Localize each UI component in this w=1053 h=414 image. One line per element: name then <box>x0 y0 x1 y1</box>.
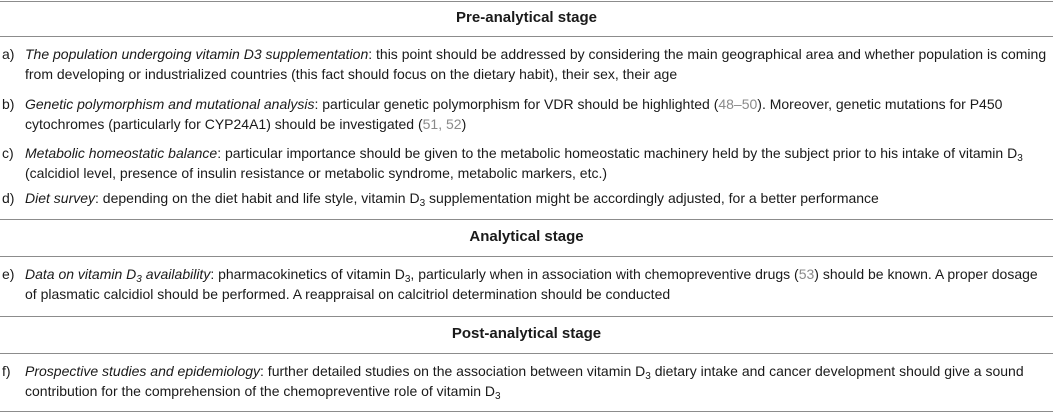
item-title-run: availability <box>141 266 211 282</box>
item-title-run: Data on vitamin D <box>25 266 137 282</box>
list-item <box>0 188 1053 208</box>
item-title-run: The population undergoing vitamin D3 supplementation <box>25 46 369 62</box>
reference-link[interactable]: 53 <box>798 266 815 282</box>
item-text <box>25 188 1049 208</box>
section-header-analytical: Analytical stage <box>469 228 584 245</box>
item-text-run: : depending on the diet habit and life style, vitamin D <box>95 190 420 206</box>
subscript: 3 <box>404 274 411 285</box>
list-item <box>0 264 1053 304</box>
item-text-run: supplementation might be accordingly adjusted, for a better performance <box>425 190 879 206</box>
section-rule <box>0 219 1053 220</box>
section-rule <box>0 36 1053 37</box>
item-text-run: : particular importance should be given to the metabolic homeostatic machinery held by the subject prior to his intake of vitamin D <box>217 145 1018 161</box>
subscript: 3 <box>495 391 501 402</box>
item-letter: e) <box>2 266 15 282</box>
item-text <box>25 361 1049 401</box>
reference-link[interactable]: 48–50 <box>718 96 758 112</box>
item-text-run: ) <box>461 116 467 132</box>
subscript: 3 <box>136 274 142 285</box>
item-text-run: ). Moreover, genetic mutations for P450 cytochromes (particularly for CYP24A1) should be investigated ( <box>25 96 1003 132</box>
item-text <box>25 44 1049 84</box>
item-letter: f) <box>2 363 11 379</box>
table-top-rule <box>0 1 1053 2</box>
item-text <box>25 264 1049 304</box>
item-text <box>25 143 1049 183</box>
subscript: 3 <box>419 198 426 209</box>
section-rule <box>0 353 1053 354</box>
list-item <box>0 361 1053 401</box>
list-item <box>0 94 1053 134</box>
item-letter: b) <box>2 96 15 112</box>
section-rule <box>0 316 1053 317</box>
section-rule <box>0 256 1053 257</box>
item-text-run: : further detailed studies on the association between vitamin D <box>260 363 646 379</box>
item-text <box>25 94 1049 134</box>
item-letter: a) <box>2 46 15 62</box>
item-text-run: : this point should be addressed by considering the main geographical area and whether population is coming from developing or industrialized countries (this fact should focus on the dietary habit), their sex, their age <box>25 46 1047 82</box>
item-text-run: , particularly when in association with chemopreventive drugs ( <box>410 266 799 282</box>
section-header-post-analytical: Post-analytical stage <box>451 325 602 342</box>
item-letter: d) <box>2 190 15 206</box>
item-text-run: : pharmacokinetics of vitamin D <box>210 266 405 282</box>
item-title-run: Metabolic homeostatic balance <box>25 145 218 161</box>
reference-link[interactable]: 51, 52 <box>422 116 462 132</box>
table-bottom-rule <box>0 411 1053 412</box>
item-title-run: Genetic polymorphism and mutational analysis <box>25 96 315 112</box>
list-item <box>0 44 1053 84</box>
item-text-run: (calcidiol level, presence of insulin resistance or metabolic syndrome, metabolic markers, etc.) <box>25 165 608 181</box>
section-header-pre-analytical: Pre-analytical stage <box>456 9 597 26</box>
list-item <box>0 143 1053 183</box>
item-letter: c) <box>2 145 14 161</box>
item-text-run: ) should be known. A proper dosage of plasmatic calcidiol should be performed. A reappraisal on calcitriol determination should be conducted <box>25 266 1038 302</box>
subscript: 3 <box>645 371 651 382</box>
item-text-run: dietary intake and cancer development should give a sound contribution for the comprehension of the chemopreventive role of vitamin D <box>25 363 1024 399</box>
item-text-run: : particular genetic polymorphism for VDR should be highlighted ( <box>314 96 719 112</box>
item-title-run: Diet survey <box>25 190 96 206</box>
item-title-run: Prospective studies and epidemiology <box>25 363 261 379</box>
subscript: 3 <box>1017 153 1023 164</box>
